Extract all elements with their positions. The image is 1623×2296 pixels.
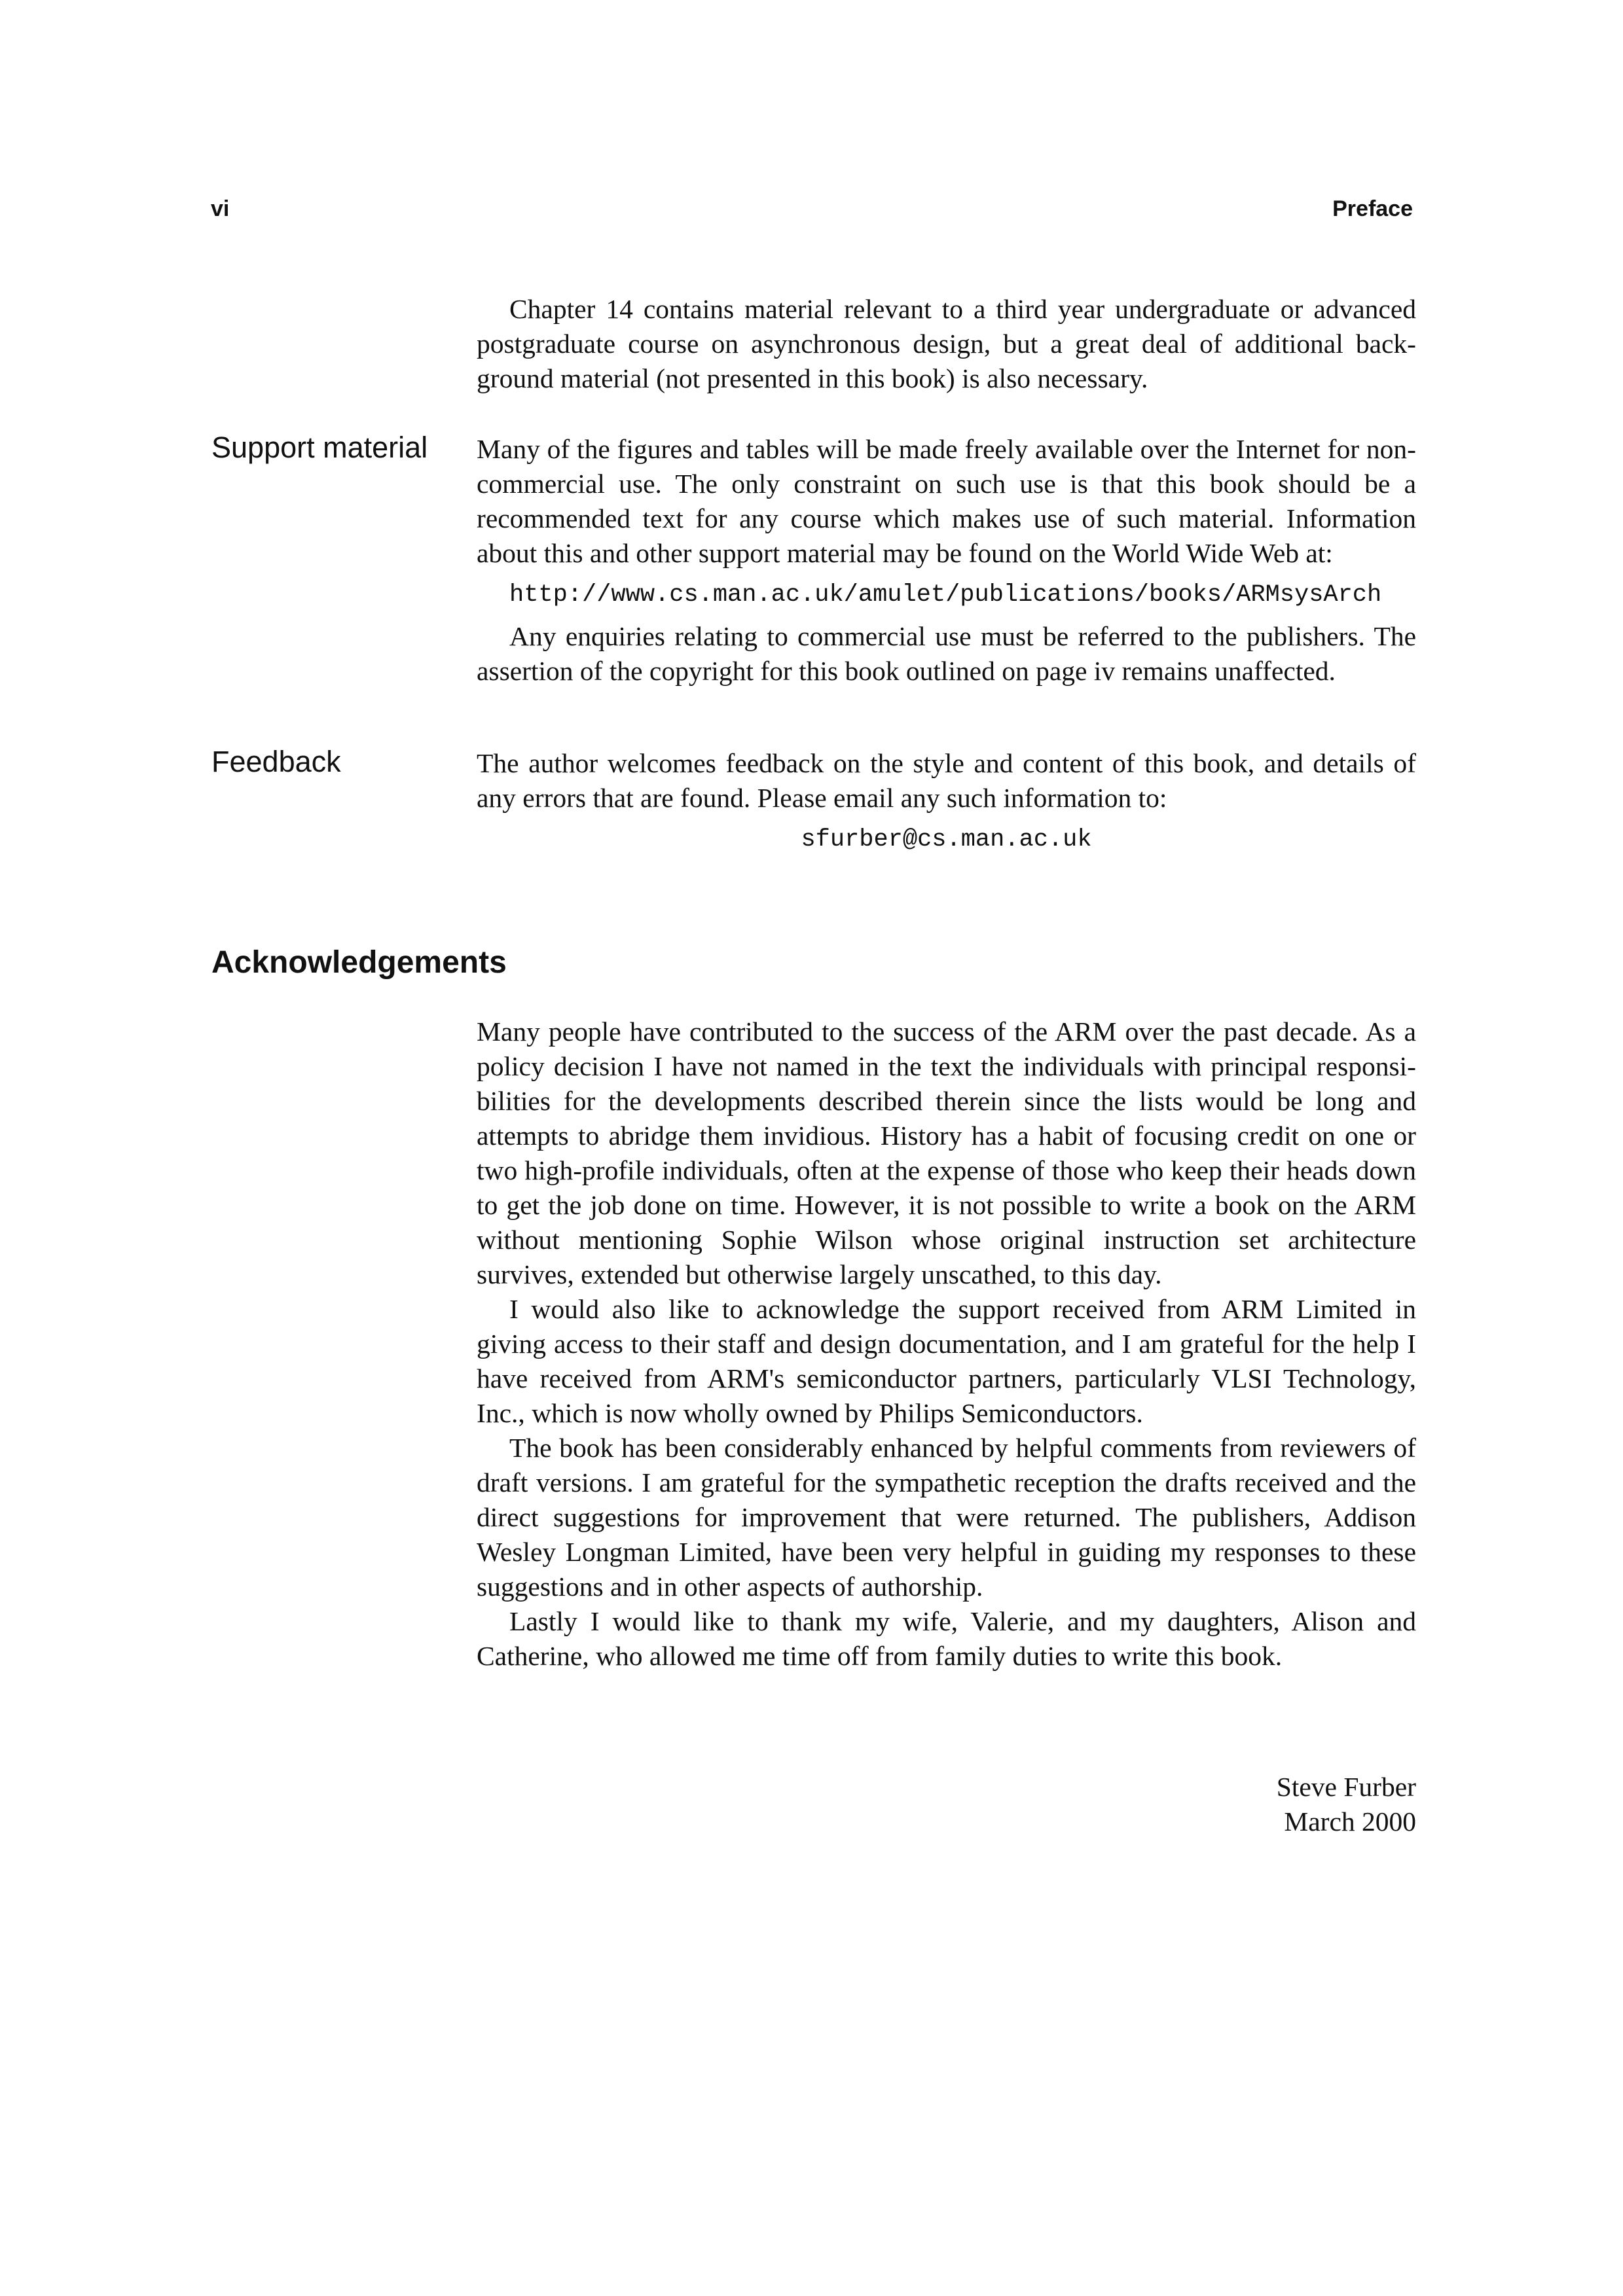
page-number: vi [211, 196, 230, 221]
signature-block [1277, 1770, 1416, 1839]
ack-paragraph-2: I would also like to acknowledge the support received from ARM Limited in giving access to their staff and design documentation, and I am grateful for the help I have received from ARM's semiconductor partners, particularly VLSI Technology, Inc., which is now wholly owned by Philips Semiconductors. [477, 1294, 1416, 1428]
enquiries-paragraph: Any enquiries relating to commercial use must be referred to the publishers. The assertion of the copyright for this book outlined on page iv remains unaffected. [477, 621, 1416, 686]
feedback-label: Feedback [211, 745, 341, 778]
support-material-label: Support material [211, 431, 428, 464]
ack-paragraph-3: The book has been considerably enhanced by helpful comments from reviewers of draft versions. I am grateful for the sympathetic reception the drafts received and the direct suggestions for improvement that were returned. The publishers, Addison Wesley Longman Limited, have been very helpful in guiding my responses to these suggestions and in other aspects of authorship. [477, 1433, 1416, 1602]
acknowledgements-block [477, 1014, 1416, 1674]
acknowledgements-heading: Acknowledgements [211, 945, 507, 980]
author-name: Steve Furber [1276, 1772, 1416, 1802]
support-material-paragraph: Many of the figures and tables will be made freely available over the Internet for non-commercial use. The only constraint on such use is that this book should be a recommended text for any course which makes use of such material. Information about this and other support material may be found on the World Wide Web at: [477, 434, 1416, 568]
running-head [211, 196, 1413, 225]
support-material-block [477, 432, 1416, 689]
signature-date: March 2000 [1284, 1806, 1416, 1837]
intro-block [477, 292, 1416, 396]
feedback-email: sfurber@cs.man.ac.uk [801, 826, 1092, 853]
ack-paragraph-4: Lastly I would like to thank my wife, Valerie, and my daughters, Alison and Catherine, who allowed me time off from family duties to write this book. [477, 1606, 1416, 1671]
support-url: http://www.cs.man.ac.uk/amulet/publications/books/ARMsysArch [509, 581, 1382, 609]
feedback-block [477, 746, 1416, 855]
feedback-paragraph: The author welcomes feedback on the style and content of this book, and details of any errors that are found. Please email any such information to: [477, 748, 1416, 813]
ack-paragraph-1: Many people have contributed to the success of the ARM over the past decade. As a policy decision I have not named in the text the individuals with principal responsibilities for the developments described therein since the lists would be long and attempts to abridge them invidious. History has a habit of focusing credit on one or two high-profile individuals, often at the expense of those who keep their heads down to get the job done on time. However, it is not possible to write a book on the ARM without mentioning Sophie Wilson whose original instruction set architecture survives, extended but otherwise largely unscathed, to this day. [477, 1016, 1416, 1289]
chapter-title: Preface [1332, 196, 1413, 221]
chapter14-paragraph: Chapter 14 contains material relevant to a third year undergraduate or advanced postgraduate course on asynchronous design, but a great deal of additional background material (not presented in this book) is also necessary. [477, 294, 1416, 393]
